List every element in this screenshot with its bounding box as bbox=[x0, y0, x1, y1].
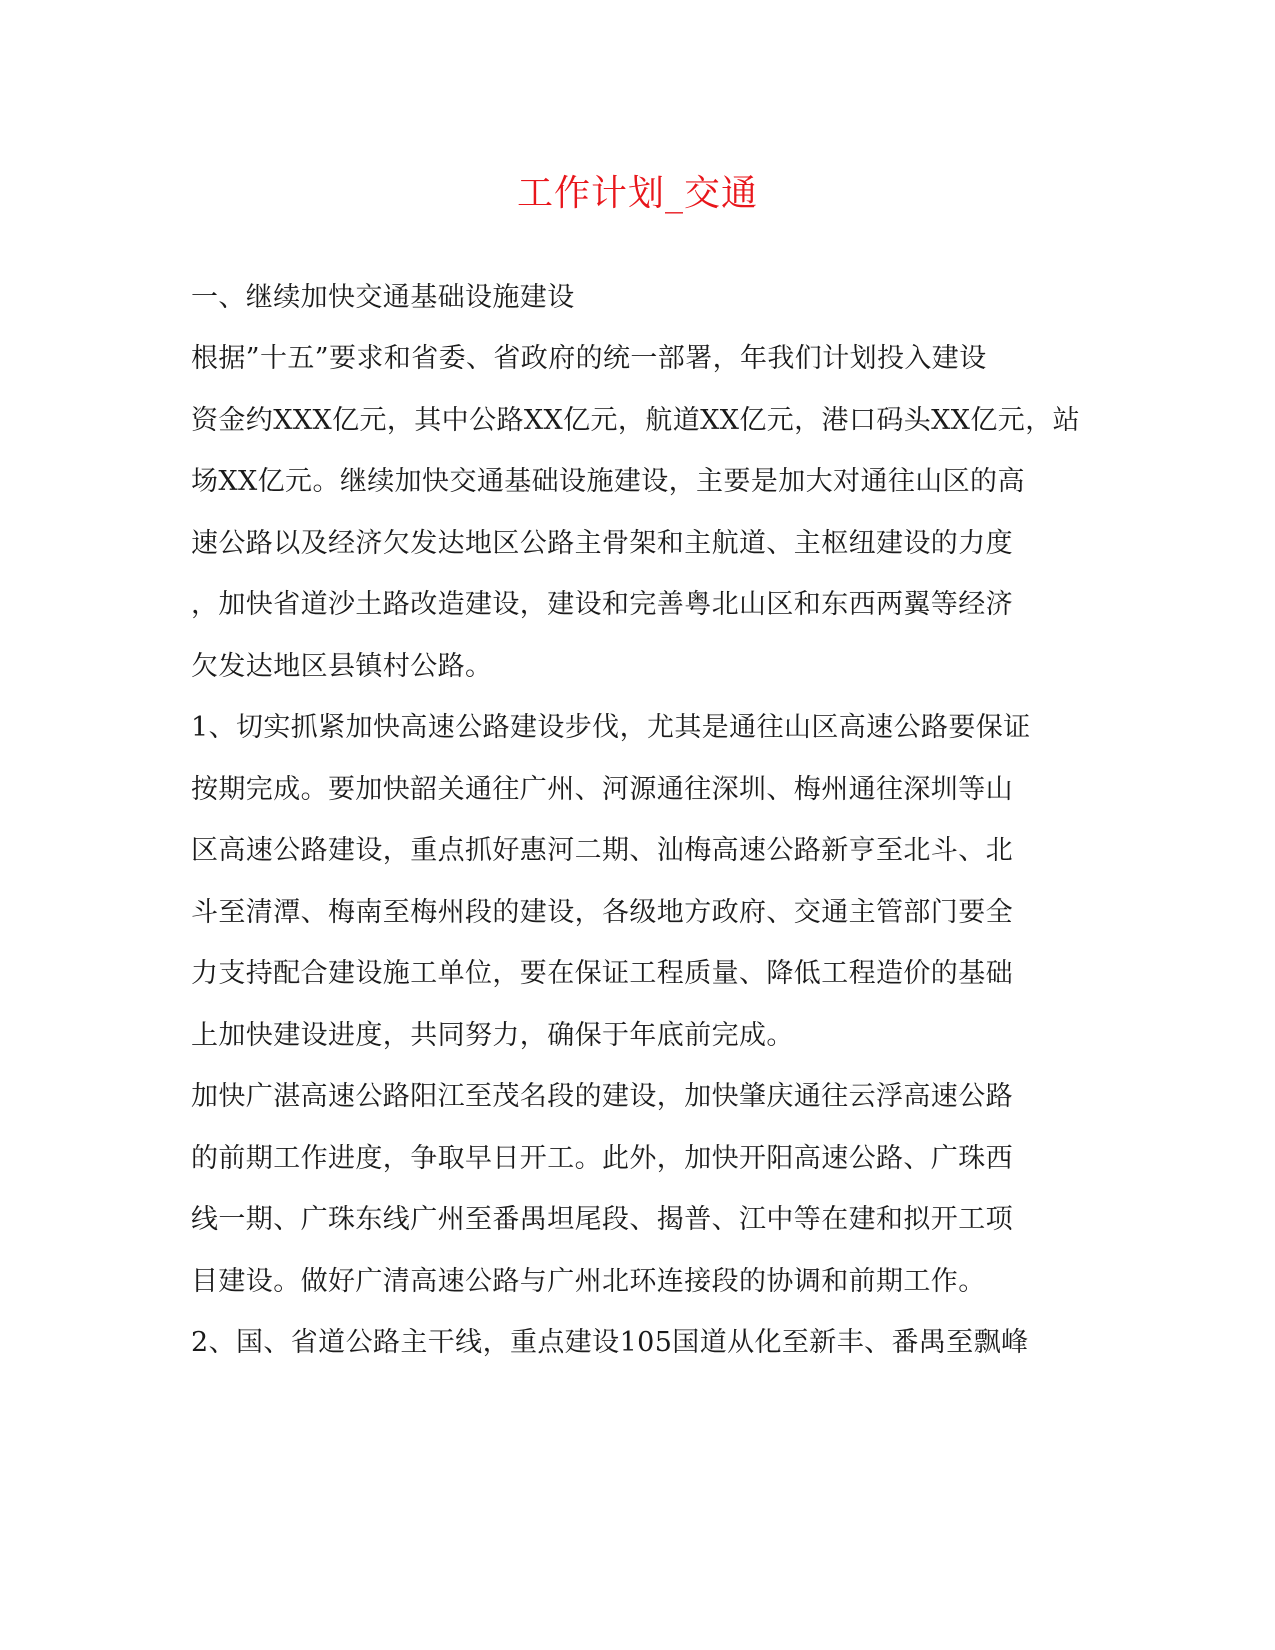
paragraph-line: 2、国、省道公路主干线，重点建设105国道从化至新丰、番禺至飘峰 bbox=[191, 1327, 1029, 1358]
paragraph-line: 力支持配合建设施工单位，要在保证工程质量、降低工程造价的基础 bbox=[191, 958, 1013, 989]
paragraph-line: ，加快省道沙土路改造建设，建设和完善粤北山区和东西两翼等经济 bbox=[191, 589, 1013, 620]
paragraph-line: 加快广湛高速公路阳江至茂名段的建设，加快肇庆通往云浮高速公路 bbox=[191, 1081, 1013, 1112]
paragraph-line: 上加快建设进度，共同努力，确保于年底前完成。 bbox=[191, 1020, 794, 1051]
document-title: 工作计划_交通 bbox=[516, 173, 758, 214]
paragraph-line: 线一期、广珠东线广州至番禺坦尾段、揭普、江中等在建和拟开工项 bbox=[191, 1204, 1013, 1235]
paragraph-line: 按期完成。要加快韶关通往广州、河源通往深圳、梅州通往深圳等山 bbox=[191, 774, 1013, 805]
paragraph-line: 斗至清潭、梅南至梅州段的建设，各级地方政府、交通主管部门要全 bbox=[191, 897, 1013, 928]
paragraph-line: 的前期工作进度，争取早日开工。此外，加快开阳高速公路、广珠西 bbox=[191, 1143, 1013, 1174]
paragraph-line: 场XX亿元。继续加快交通基础设施建设，主要是加大对通往山区的高 bbox=[191, 466, 1025, 497]
paragraph-line: 速公路以及经济欠发达地区公路主骨架和主航道、主枢纽建设的力度 bbox=[191, 528, 1013, 559]
paragraph-line: 根据”十五”要求和省委、省政府的统一部署，年我们计划投入建设 bbox=[191, 343, 987, 374]
paragraph-line: 资金约XXX亿元，其中公路XX亿元，航道XX亿元，港口码头XX亿元，站 bbox=[191, 405, 1080, 436]
paragraph-line: 欠发达地区县镇村公路。 bbox=[191, 651, 493, 682]
paragraph-line: 区高速公路建设，重点抓好惠河二期、汕梅高速公路新亨至北斗、北 bbox=[191, 835, 1013, 866]
paragraph-line: 1、切实抓紧加快高速公路建设步伐，尤其是通往山区高速公路要保证 bbox=[191, 712, 1031, 743]
section-heading-1: 一、继续加快交通基础设施建设 bbox=[191, 282, 575, 313]
paragraph-line: 目建设。做好广清高速公路与广州北环连接段的协调和前期工作。 bbox=[191, 1266, 986, 1297]
